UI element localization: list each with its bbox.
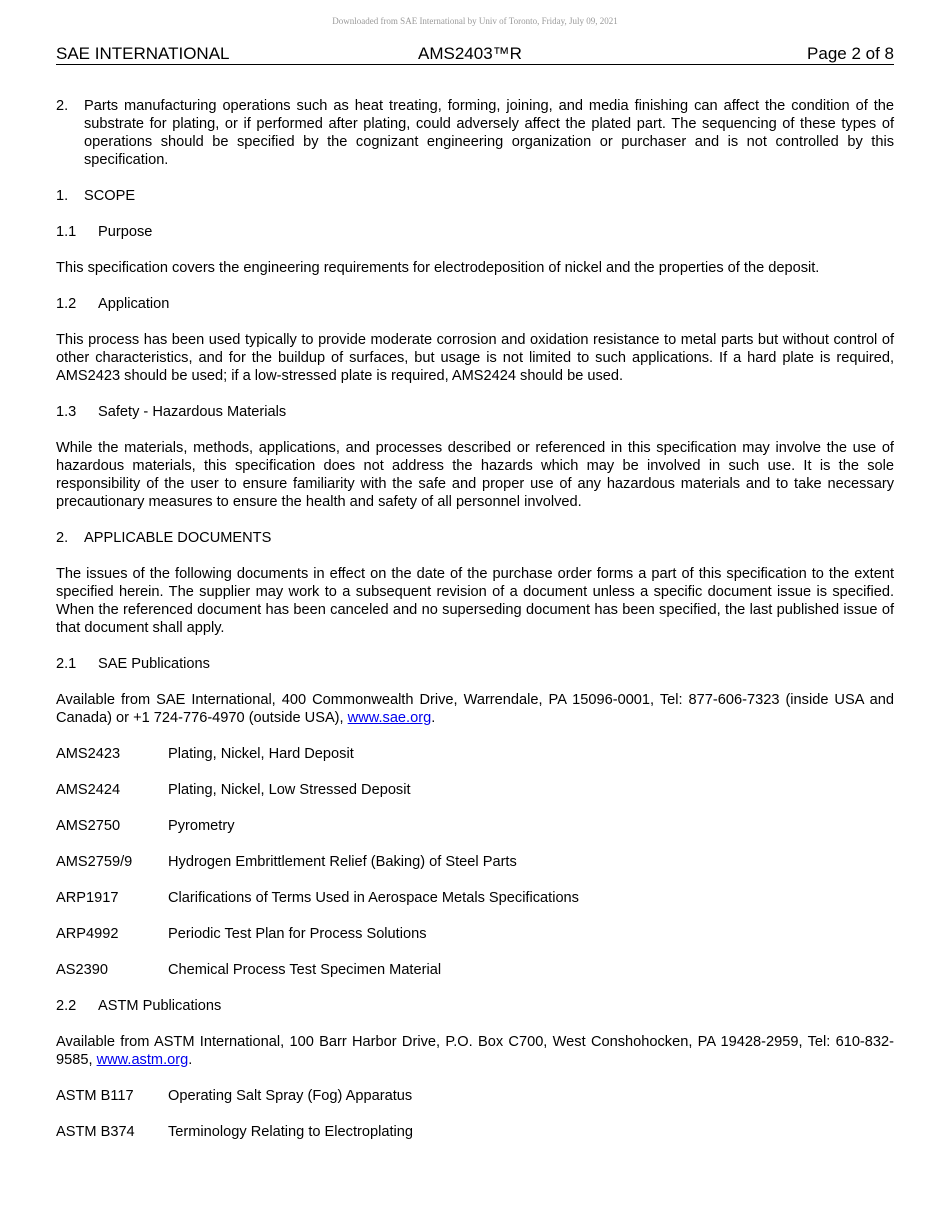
document-reference-row	[56, 1087, 894, 1105]
document-title: Plating, Nickel, Low Stressed Deposit	[168, 782, 411, 798]
sae-website-link[interactable]: www.sae.org	[347, 710, 432, 726]
section-1-heading	[56, 187, 894, 205]
download-watermark: Downloaded from SAE International by Univ of Toronto, Friday, July 09, 2021	[332, 16, 618, 26]
sae-availability-text: Available from SAE International, 400 Commonwealth Drive, Warrendale, PA 15096-0001, Tel: 877-606-7323 (inside USA and Canada) or +1 724-776-4970 (outside USA),	[56, 692, 894, 726]
sentence-end: .	[431, 710, 436, 726]
document-code: AMS2424	[56, 782, 121, 798]
section-1-2-heading	[56, 295, 894, 313]
sentence-end: .	[188, 1052, 193, 1068]
astm-website-link[interactable]: www.astm.org	[96, 1052, 189, 1068]
page-body	[56, 97, 894, 1141]
header-org: SAE INTERNATIONAL	[56, 44, 230, 63]
section-title: Purpose	[98, 224, 153, 240]
section-number: 1.1	[56, 224, 77, 240]
document-code: AMS2750	[56, 818, 121, 834]
section-2-2-text	[56, 1033, 894, 1069]
document-reference-row	[56, 925, 894, 943]
section-title: SAE Publications	[98, 656, 210, 672]
document-code: AMS2423	[56, 746, 121, 762]
document-code: ARP4992	[56, 926, 119, 942]
document-reference-row	[56, 889, 894, 907]
page-header	[56, 44, 894, 65]
document-code: AMS2759/9	[56, 854, 133, 870]
document-code: AS2390	[56, 962, 108, 978]
document-reference-row	[56, 745, 894, 763]
document-title: Operating Salt Spray (Fog) Apparatus	[168, 1088, 413, 1104]
document-reference-row	[56, 961, 894, 979]
document-reference-row	[56, 853, 894, 871]
note-number: 2.	[56, 98, 69, 114]
document-reference-row	[56, 781, 894, 799]
section-number: 2.	[56, 530, 69, 546]
astm-document-list	[56, 1087, 894, 1141]
note-text: Parts manufacturing operations such as heat treating, forming, joining, and media finishing can affect the condition of the substrate for plating, or if performed after plating, could adversely affect the plated part. The sequencing of these types of operations should be specified by the cognizant engineering organization or purchaser and is not controlled by this specification.	[84, 98, 894, 168]
document-title: Chemical Process Test Specimen Material	[168, 962, 442, 978]
document-title: Hydrogen Embrittlement Relief (Baking) of Steel Parts	[168, 854, 517, 870]
section-number: 1.	[56, 188, 69, 204]
section-number: 2.2	[56, 998, 77, 1014]
section-title: SCOPE	[84, 188, 136, 204]
section-2-1-heading	[56, 655, 894, 673]
document-title: Terminology Relating to Electroplating	[168, 1124, 413, 1140]
section-1-3-text: While the materials, methods, applications, and processes described or referenced in this specification may involve the use of hazardous materials, this specification does not address the hazards which may be involved in such use. It is the sole responsibility of the user to ensure familiarity with the safe and proper use of any hazardous materials and to take necessary precautionary measures to ensure the health and safety of all personnel involved.	[56, 440, 894, 510]
document-code: ARP1917	[56, 890, 119, 906]
section-1-1-text: This specification covers the engineering requirements for electrodeposition of nickel and the properties of the deposit.	[56, 260, 820, 276]
document-reference-row	[56, 817, 894, 835]
document-title: Clarifications of Terms Used in Aerospace Metals Specifications	[168, 890, 579, 906]
header-doc-id: AMS2403™R	[418, 44, 522, 63]
sae-document-list	[56, 745, 894, 997]
section-number: 2.1	[56, 656, 77, 672]
section-title: ASTM Publications	[98, 998, 222, 1014]
section-1-2-text: This process has been used typically to provide moderate corrosion and oxidation resistance to metal parts but without control of other characteristics, and for the buildup of surfaces, but usage is not limited to such applications. If a hard plate is required, AMS2423 should be used; if a low-stressed plate is required, AMS2424 should be used.	[56, 332, 894, 384]
section-title: Application	[98, 296, 170, 312]
astm-availability-text: Available from ASTM International, 100 Barr Harbor Drive, P.O. Box C700, West Conshohocken, PA 19428-2959, Tel: 610-832-9585,	[56, 1034, 894, 1068]
section-2-1-text	[56, 691, 894, 727]
document-reference-row	[56, 1123, 894, 1141]
document-code: ASTM B117	[56, 1088, 134, 1104]
section-2-heading	[56, 529, 894, 547]
document-title: Periodic Test Plan for Process Solutions	[168, 926, 427, 942]
section-number: 1.3	[56, 404, 77, 420]
document-code: ASTM B374	[56, 1124, 135, 1140]
section-1-1-heading	[56, 223, 894, 241]
document-title: Plating, Nickel, Hard Deposit	[168, 746, 354, 762]
section-title: APPLICABLE DOCUMENTS	[84, 530, 272, 546]
document-title: Pyrometry	[168, 818, 235, 834]
section-2-2-heading	[56, 997, 894, 1015]
section-number: 1.2	[56, 296, 77, 312]
note-2	[56, 97, 894, 169]
header-page-number: Page 2 of 8	[807, 44, 894, 63]
section-2-text: The issues of the following documents in effect on the date of the purchase order forms a part of this specification to the extent specified herein. The supplier may work to a subsequent revision of a document unless a specific document issue is specified. When the referenced document has been canceled and no superseding document has been specified, the last published issue of that document shall apply.	[56, 566, 894, 636]
section-title: Safety - Hazardous Materials	[98, 404, 287, 420]
section-1-3-heading	[56, 403, 894, 421]
